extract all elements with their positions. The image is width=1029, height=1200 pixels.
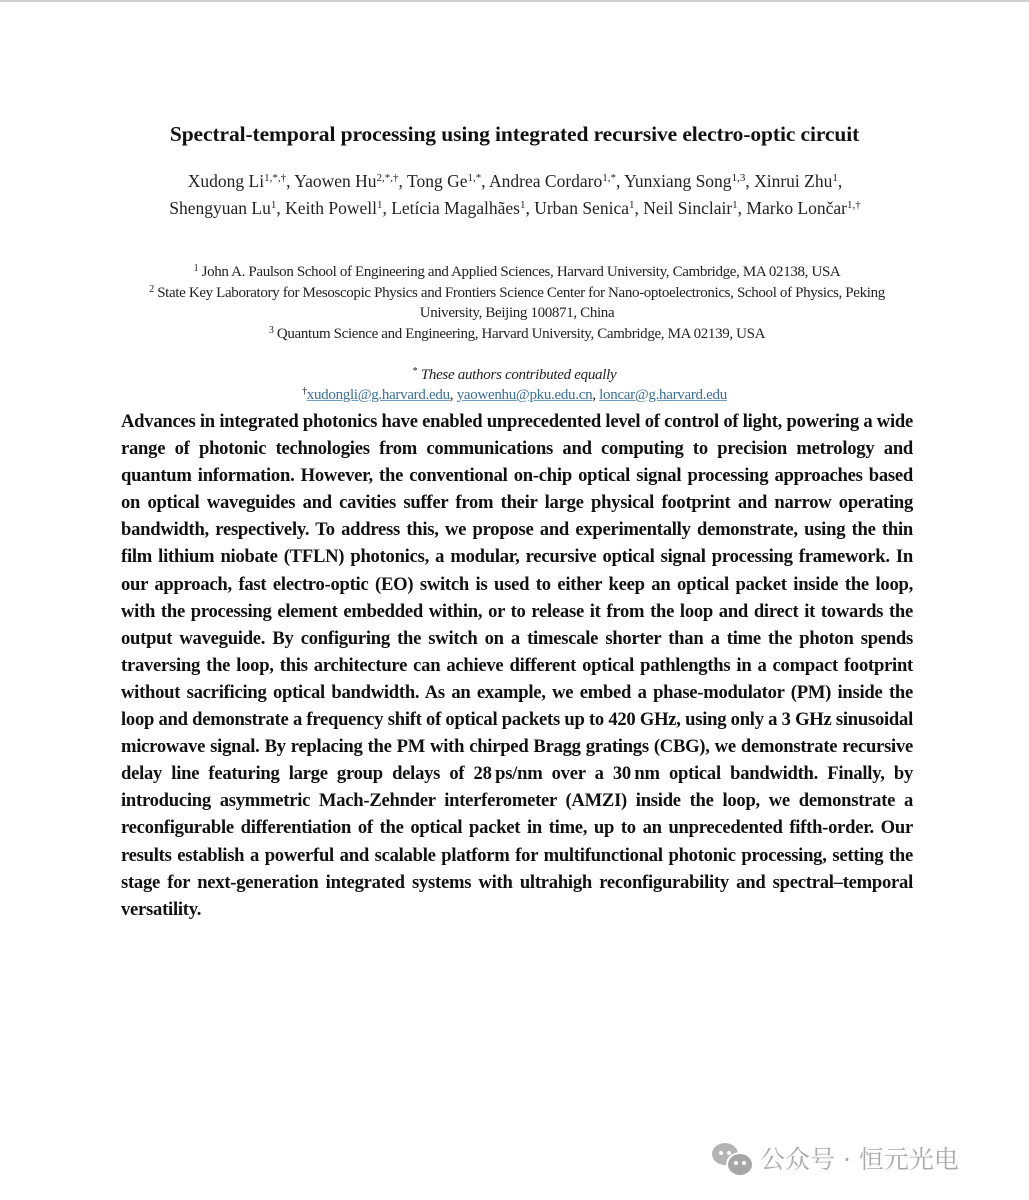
- affiliation: $^1$ John A. Paulson School of Engineering and Applied Sciences, Harvard University, Cambridge, MA 02138, USA: [193, 263, 841, 280]
- author: Neil Sinclair$^1$,: [643, 198, 747, 218]
- top-border: [0, 0, 1029, 2]
- author: Marko Lončar$^{1,\dagger}$: [746, 198, 861, 218]
- correspondence-emails: †xudongli@g.harvard.edu, yaowenhu@pku.edu.cn, loncar@g.harvard.edu: [302, 386, 727, 403]
- email-link[interactable]: xudongli@g.harvard.edu: [306, 387, 450, 403]
- author: Andrea Cordaro$^{1,*}$,: [489, 171, 625, 191]
- email-link[interactable]: loncar@g.harvard.edu: [599, 387, 727, 403]
- author: Shengyuan Lu$^1$,: [169, 198, 286, 218]
- watermark: [712, 1140, 959, 1176]
- watermark-text: 公众号 · 恒元光电: [760, 1145, 959, 1174]
- paper-title: Spectral-temporal processing using integrated recursive electro-optic circuit: [169, 122, 860, 146]
- affiliation: $^3$ Quantum Science and Engineering, Harvard University, Cambridge, MA 02139, USA: [268, 324, 766, 342]
- author: Xudong $Li^{1,*,\dagger}$,: [187, 171, 295, 191]
- email-link[interactable]: yaowenhu@pku.edu.cn: [456, 387, 593, 403]
- author: Yunxiang Song$^{1,3}$,: [624, 171, 755, 191]
- author: Tong $Ge^{1,*}$,: [406, 171, 490, 191]
- affiliation: $^2$ State Key Laboratory for Mesoscopic Physics and Frontiers Science Center for Nano-optoelectronics, School of Physics, Peking University, Beijing 100871, China: [149, 283, 885, 321]
- equal-contribution-note: * These authors contributed equally: [412, 366, 617, 383]
- author: Xinrui Zhu$^1$,: [754, 171, 843, 191]
- abstract: Advances in integrated photonics have enabled unprecedented level of control of light, powering a wide range of photonic technologies from communications and computing to precision metrology and quantum information. However, the conventional on-chip optical signal processing approaches based on optical waveguides and cavities suffer from their large physical footprint and narrow operating bandwidth, respectively. To address this, we propose and experimentally demonstrate, using the thin film lithium niobate (TFLN) photonics, a modular, recursive optical signal processing framework. In our approach, fast electro-optic (EO) switch is used to either keep an optical packet inside the loop, with the processing element embedded within, or to release it from the loop and direct it towards the output waveguide. By configuring the switch on a timescale shorter than a time the photon spends traversing the loop, this architecture can achieve different optical pathlengths in a compact footprint without sacrificing optical bandwidth. As an example, we embed a phase-modulator (PM) inside the loop and demonstrate a frequency shift of optical packets up to 420 GHz, using only a 3 GHz sinusoidal microwave signal. By replacing the PM with chirped Bragg gratings (CBG), we demonstrate recursive delay line featuring large group delays of 28 ps/nm over a 30 nm optical bandwidth. Finally, by introducing asymmetric Mach-Zehnder interferometer (AMZI) inside the loop, we demonstrate a reconfigurable differentiation of the optical packet in time, up to an unprecedented fifth-order. Our results establish a powerful and scalable platform for multifunctional photonic processing, setting the stage for next-generation integrated systems with ultrahigh reconfigurability and spectral–temporal versatility.: [121, 411, 913, 920]
- author: Letícia Magalhães$^1$,: [391, 198, 535, 218]
- wechat-icon: [712, 1141, 752, 1175]
- affiliation-list: [121, 262, 913, 344]
- author: Yaowen $Hu^{2,*,\dagger}$,: [294, 171, 407, 191]
- author-list: [140, 168, 890, 222]
- author: Keith Powell$^1$,: [285, 198, 392, 218]
- author: Urban Senica$^1$,: [534, 198, 644, 218]
